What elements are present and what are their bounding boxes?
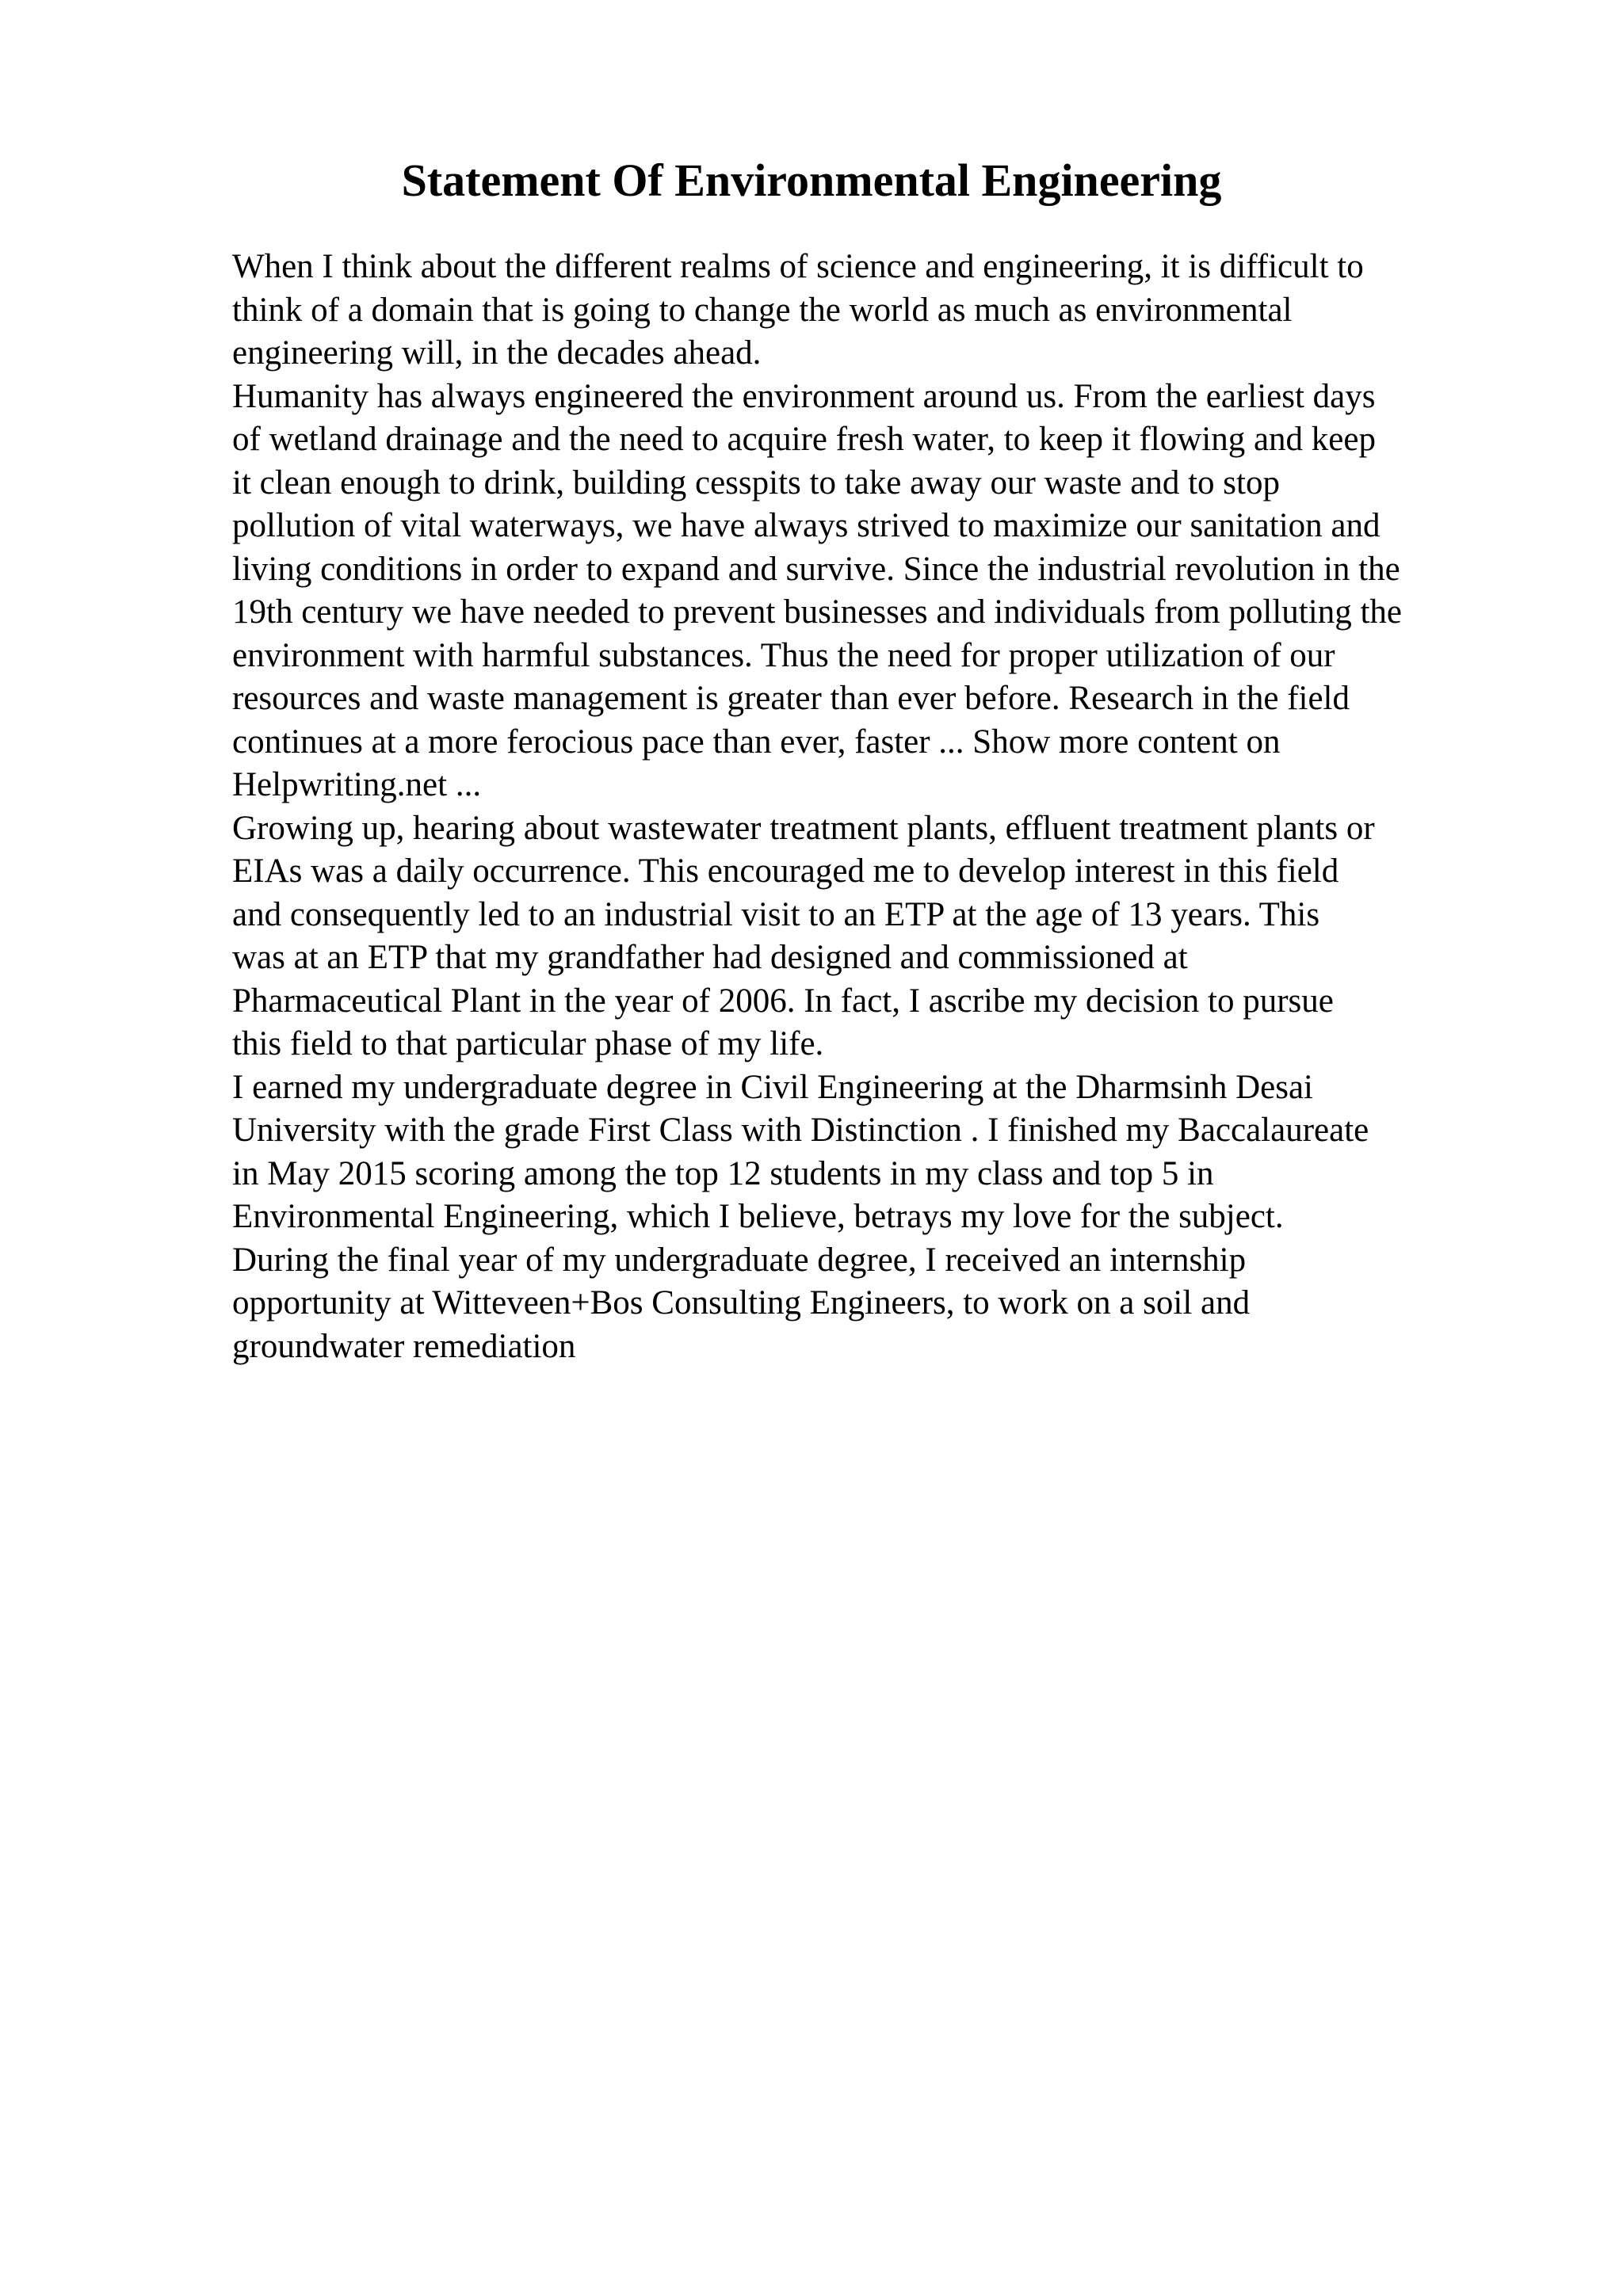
body-line: During the final year of my undergraduate degree, I received an internship <box>232 1241 1247 1279</box>
body-line: continues at a more ferocious pace than ever, faster ... Show more content on <box>232 723 1281 761</box>
body-line: opportunity at Witteveen+Bos Consulting Engineers, to work on a soil and <box>232 1284 1251 1322</box>
body-line: 19th century we have needed to prevent businesses and individuals from polluting the <box>232 593 1402 631</box>
body-line: Growing up, hearing about wastewater treatment plants, effluent treatment plants or <box>232 809 1375 847</box>
body-line: EIAs was a daily occurrence. This encouraged me to develop interest in this field <box>232 852 1339 890</box>
body-line: I earned my undergraduate degree in Civil Engineering at the Dharmsinh Desai <box>232 1068 1313 1106</box>
body-line: environment with harmful substances. Thus the need for proper utilization of our <box>232 636 1335 674</box>
body-line: When I think about the different realms of science and engineering, it is difficult to <box>232 248 1364 285</box>
body-line: University with the grade First Class with Distinction . I finished my Baccalaureate <box>232 1112 1369 1149</box>
body-line: was at an ETP that my grandfather had designed and commissioned at <box>232 939 1188 976</box>
body-line: Humanity has always engineered the environment around us. From the earliest days <box>232 377 1376 415</box>
document-title: Statement Of Environmental Engineering <box>401 154 1222 206</box>
body-line: of wetland drainage and the need to acquire fresh water, to keep it flowing and keep <box>232 421 1376 458</box>
body-line: living conditions in order to expand and survive. Since the industrial revolution in the <box>232 550 1400 588</box>
body-line: resources and waste management is greater than ever before. Research in the field <box>232 680 1350 717</box>
body-line: engineering will, in the decades ahead. <box>232 334 762 372</box>
body-line: think of a domain that is going to change the world as much as environmental <box>232 291 1293 329</box>
body-line: groundwater remediation <box>232 1327 576 1365</box>
body-line: pollution of vital waterways, we have always strived to maximize our sanitation and <box>232 507 1381 544</box>
body-line: it clean enough to drink, building cesspits to take away our waste and to stop <box>232 463 1280 502</box>
body-line: this field to that particular phase of my life. <box>232 1025 824 1062</box>
body-line: Pharmaceutical Plant in the year of 2006. In fact, I ascribe my decision to pursue <box>232 982 1334 1020</box>
document-body <box>232 246 1516 1368</box>
body-line: Helpwriting.net ... <box>232 766 482 803</box>
body-line: Environmental Engineering, which I believe, betrays my love for the subject. <box>232 1198 1284 1235</box>
body-line: in May 2015 scoring among the top 12 students in my class and top 5 in <box>232 1154 1214 1192</box>
body-line: and consequently led to an industrial visit to an ETP at the age of 13 years. This <box>232 895 1320 933</box>
